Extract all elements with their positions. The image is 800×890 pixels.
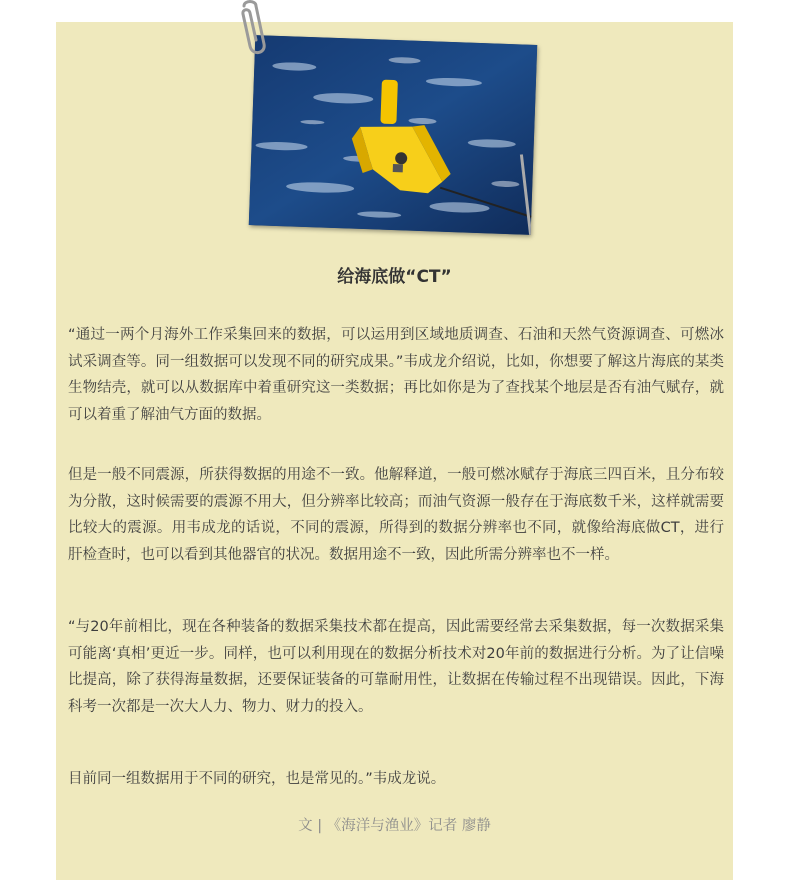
article-paragraph: 但是一般不同震源，所获得数据的用途不一致。他解释道，一般可燃冰赋存于海底三四百米，且分布较为分散，这时候需要的震源不用大，但分辨率比较高；而油气资源一般存在于海底数千米，这样就需要比较大的震源。用韦成龙的话说，不同的震源，所得到的数据分辨率也不同，就像给海底做CT，进行肝检查时，也可以看到其他器官的状况。数据用途不一致，因此所需分辨率也不一样。 (68, 467, 724, 563)
article-paragraph: “通过一两个月海外工作采集回来的数据，可以运用到区域地质调查、石油和天然气资源调查、可燃冰试采调查等。同一组数据可以发现不同的研究成果。”韦成龙介绍说，比如，你想要了解这片海底的某类生物结壳，就可以从数据库中着重研究这一类数据；再比如你是为了查找某个地层是否有油气赋存，就可以着重了解油气方面的数据。 (68, 327, 724, 423)
ocean-photo-image (249, 35, 537, 235)
author-credit: 文 | 《海洋与渔业》记者 廖静 (298, 818, 491, 834)
article-paragraph: 目前同一组数据用于不同的研究，也是常见的。”韦成龙说。 (68, 771, 446, 787)
ocean-vehicle-photo (249, 35, 537, 235)
article-paragraph: “与20年前相比，现在各种装备的数据采集技术都在提高，因此需要经常去采集数据，每一次数据采集可能离‘真相’更近一步。同样，也可以利用现在的数据分析技术对20年前的数据进行分析。为了让信噪比提高，除了获得海量数据，还要保证装备的可靠耐用性，让数据在传输过程不出现错误。因此，下海科考一次都是一次大人力、物力、财力的投入。 (68, 619, 724, 715)
paperclip-icon (230, 0, 270, 60)
article-title: 给海底做“CT” (337, 267, 452, 287)
